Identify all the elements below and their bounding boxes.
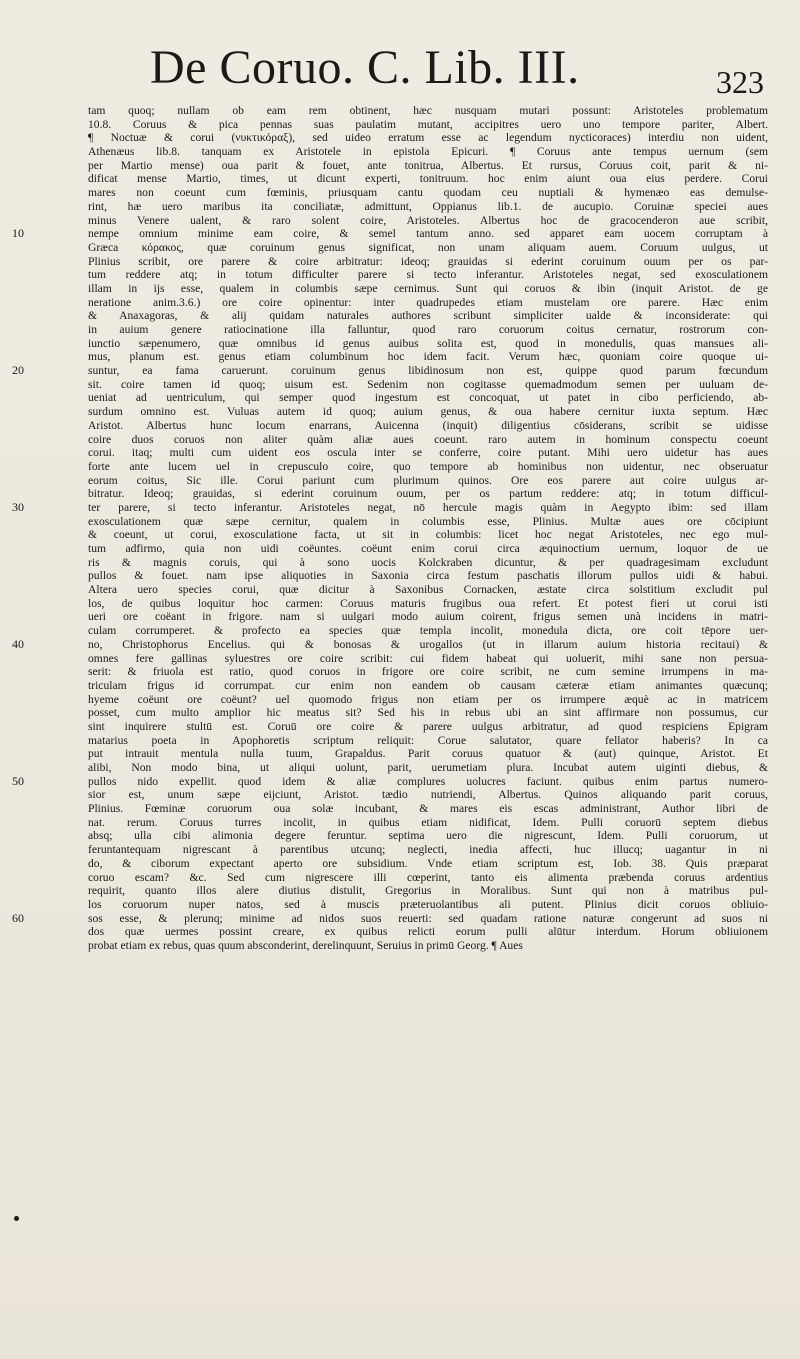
text-line: rint, hæ uero maribus ita conciliatæ, admittunt, Oppianus lib.1. de aucupio. Coruinæ speciei aues xyxy=(88,199,768,213)
page-title: De Coruo. C. Lib. III. xyxy=(150,41,580,94)
line-number: 30 xyxy=(12,500,24,515)
margin-dot-mark xyxy=(14,1216,19,1221)
text-line: in auium genere ratiocinatione illa falluntur, quod raro coruorum coitus cernatur, rostrorum con- xyxy=(88,323,768,336)
text-line: feruntantequam nigrescant à parentibus utcunq; neglecti, inedia affecti, huc illucq; uagantur in ni xyxy=(88,843,768,857)
text-line: pullos & fouet. nam ipse aliquoties in Saxonia circa festum paschatis illorum pullos uidi & habui. xyxy=(88,569,768,583)
text-line: suntur, ea fama caruerunt. coruinum genus libidinosum non est, quippe quod parum fœcundum xyxy=(88,364,768,378)
text-line: alibi, Non modo bina, ut aliqui uolunt, parit, uerumetiam plura. Incubat autem uiginti diebus, & xyxy=(88,761,768,774)
text-line: minus Venere ualent, & raro solent coire, Aristoteles. Albertus hoc de gracocenderon aue scribit, xyxy=(88,213,768,227)
text-line: sos esse, & plerunq; minime ad nidos suos reuerti: sed quadam ratione naturæ congerunt ad suos ni xyxy=(88,911,768,925)
text-line: & Anaxagoras, & alij quidam naturales authores scribunt simpliciter ualde & inconsiderate: qui xyxy=(88,309,768,323)
text-line: eorum coitus, Sic ille. Corui pariunt cum plurimum quinos. Ore eos parere aut coire uulgus ar- xyxy=(88,473,768,487)
text-line: ueri ore coëant in frigore. nam si uulgari modo auium coirent, frigus semen unà incidens in matri- xyxy=(88,610,768,624)
text-line: requirit, quanto illos alere diutius distulit, Gregorius in Moralibus. Sunt qui non à matribus pul- xyxy=(88,884,768,898)
text-line: pullos nido expellit. quod idem & aliæ complures uolucres faciunt. quibus enim partus numero- xyxy=(88,774,768,788)
text-line: los, de quibus loquitur hoc carmen: Coruus maturis frugibus oua refert. Et potest fieri ut corui isti xyxy=(88,596,768,610)
text-line: 10.8. Coruus & pica pennas suas paulatim mutant, accipitres uero uno tempore pariter, Albert. xyxy=(88,117,768,131)
text-line: Athenæus lib.8. tanquam ex Aristotele in epistola Epicuri. ¶ Coruus ante tempus uernum (sem xyxy=(88,145,768,159)
text-line: per Martio mense) oua parit & fouet, ante tonitrua, Albertus. Et rursus, Coruus coit, parit & ni- xyxy=(88,158,768,172)
text-line: absq; ulla cibi alimonia degere feruntur. septima uero die nigrescunt, Idem. Pulli coruorum, ut xyxy=(88,829,768,843)
text-line: matarius poeta in Apophoretis scriptum reliquit: Corue salutator, quare fellator haberis? In ca xyxy=(88,733,768,747)
line-number: 50 xyxy=(12,774,24,789)
text-line: forte ante lucem uel in crepusculo coire, quo tempore ab hominibus non uidentur, nec obseruatur xyxy=(88,459,768,473)
text-line: posset, cum multo amplior hic meatus sit? Sed his in rebus ubi an sint affirmare non possumus, cur xyxy=(88,706,768,720)
text-line: tum adfirmo, quia non uidi coëuntes. coëunt enim corui circa æquinoctium uernum, loquor de ue xyxy=(88,542,768,555)
text-line: illam in ijs esse, qualem in columbis sæpe cernimus. Sunt qui coruos & ibin (inquit Aristot. de ge xyxy=(88,281,768,295)
text-line: dos quæ uermes possint creare, ex quibus relicti eorum pulli alūtur interdum. Horum obliuionem xyxy=(88,925,768,939)
line-number: 20 xyxy=(12,363,24,378)
text-line: sint inquirere stultū est. Coruū ore coire & parere uulgus arbitratur, ad quod respiciens Epigram xyxy=(88,719,768,733)
text-line: mares non coeunt cum fœminis, priusquam cantu quodam ceu nuptiali & hymenæo eas demulse- xyxy=(88,186,768,200)
text-line: nempe omnium minime eam coire, & semel tantum anno. sed apparet eam uocem corruptam à xyxy=(88,227,768,241)
text-line: tam quoq; nullam ob eam rem obtinent, hæc nusquam mutari possunt: Aristoteles problematum xyxy=(88,104,768,117)
text-line: dificat mense Martio, times, ut dicunt experti, tonitruum. hoc enim aiunt oua eius perdere. Corui xyxy=(88,172,768,186)
text-line: ter parere, si tecto inferantur. Aristoteles negat, nō hercule magis quàm in Aegypto ibim: sed illam xyxy=(88,500,768,514)
text-line: surdum omnino est. Vuluas autem id quoq; auium genus, & oua habere cernitur iuxta septum. Hæc xyxy=(88,405,768,419)
text-line: & coeunt, ut corui, exosculatione facta, ut sit in columbis: licet hoc negat Aristoteles, nec ego mul- xyxy=(88,528,768,542)
text-line: culam corrumperet. & profecto ea species quæ templa incolit, monedula dicta, ore coit tēpore uer- xyxy=(88,624,768,638)
text-line: probat etiam ex rebus, quas quum absconderint, derelinquunt, Seruius in primū Georg. ¶ Aues xyxy=(88,938,523,952)
text-line: mus, planum est. genus etiam columbinum hoc idem facit. Verum hæc, quoniam coire quoque ui- xyxy=(88,350,768,364)
text-line: ueniat ad uentriculum, qui semper quod ingestum est concoquat, ut patet in cibo perficiendo, ab- xyxy=(88,391,768,405)
line-number: 40 xyxy=(12,637,24,652)
text-line: ¶ Noctuæ & corui (νυκτικόραξ), sed uideo erratum esse ac legendum nycticoraces) interdiu non uident, xyxy=(88,131,768,145)
text-line: do, & ciborum expectant aperto ore subsidium. Vnde etiam scriptum est, Iob. 38. Quis præparat xyxy=(88,856,768,870)
text-line: exosculationem quæ sæpe cernitur, qualem in columbis esse, Plinius. Multæ aues ore cōcipiunt xyxy=(88,514,768,528)
text-line: corui. itaq; multi cum uident eos oscula inter se conferre, coire putant. Mihi uero uidetur has aues xyxy=(88,446,768,460)
text-line: hyeme coëunt ore coëunt? uel quomodo frigus non etiam per os irrumpere æquè ac in matricem xyxy=(88,692,768,706)
text-line: put intrauit mentula nulla tuum, Grapaldus. Parit coruus quatuor & (aut) quinque, Aristot. Et xyxy=(88,747,768,761)
body-text xyxy=(88,104,768,953)
text-line: nat. rerum. Coruus turres incolit, in quibus etiam nidificat, Idem. Pulli coruorū septem diebus xyxy=(88,815,768,829)
text-line: iunctio sæpenumero, quæ omnibus id genus auibus solita est, quod in monedulis, quas mansues ali- xyxy=(88,336,768,350)
text-line: Aristot. Albertus hunc locum enarrans, Auicenna (inquit) diligentius cōsiderans, scribit se uidisse xyxy=(88,418,768,432)
text-line: tum reddere atq; in totum difficulter parere si tecto inferantur. Aristoteles negat, sed exosculationem xyxy=(88,268,768,282)
running-head xyxy=(150,41,710,94)
text-line: Græca κόρακος, quæ coruinum genus significat, non unam aliquam auem. Coruum uulgus, ut xyxy=(88,240,768,254)
text-line: bitratur. Ideoq; grauidas, si ederint coruinum ouum, per os partum reddere: atq; in totum difficul- xyxy=(88,487,768,501)
text-line: no, Christophorus Encelius. qui & bonosas & urogallos (ut in illarum auium historia recitaui) & xyxy=(88,637,768,651)
text-line: triculam frigus id corrumpat. cur enim non eandem ob causam cæteræ etiam animantes quæcunq; xyxy=(88,678,768,692)
text-line: sit. coire tamen id quoq; uisum est. Sedenim non cogitasse quemadmodum semen per uuluam de- xyxy=(88,377,768,391)
text-line: serit: & friuola est ratio, quod coruos in frigore ore coire scribit, ne cum semine irrumpens in ma- xyxy=(88,665,768,679)
text-line: Altera uero species corui, quæ dicitur à Saxonibus Cornacken, æstate circa solstitium excludit pul xyxy=(88,583,768,597)
line-number: 60 xyxy=(12,911,24,926)
text-line: neratione anim.3.6.) ore coire opinentur: inter quadrupedes etiam mustelam ore parere. Hæc enim xyxy=(88,295,768,309)
text-line: los coruorum nuper natos, sed à muscis præteruolantibus ali putent. Plinius dicit coruos obliuio- xyxy=(88,897,768,911)
line-number: 10 xyxy=(12,226,24,241)
text-line: coire duos coruos non aliter quàm aliæ aues coeunt. raro autem in hominum conspectu coeunt xyxy=(88,432,768,446)
page-number: 323 xyxy=(716,64,764,100)
text-line: coruo escam? &c. Sed cum nigrescere illi cœperint, tanto eis alimenta præbenda coruus ardentius xyxy=(88,870,768,884)
text-line: ris & magnis coruis, qui à sono uocis Kolckraben dicuntur, & per quadragesimam excludunt xyxy=(88,555,768,569)
text-line: Plinius. Fœminæ coruorum oua solæ incubant, & mares eis escas administrant, Author libri de xyxy=(88,802,768,816)
text-line: Plinius scribit, ore parere & coire arbitratur: ideoq; grauidas si ederint coruinum ouum per os par- xyxy=(88,254,768,268)
text-line: sior est, unum sæpe eijciunt, Aristot. tædio nutriendi, Albertus. Quinos aliquando parit coruus, xyxy=(88,788,768,802)
text-line: omnes fere gallinas syluestres ore coire scribit: cui fidem habeat qui uoluerit, mihi sane non persua- xyxy=(88,651,768,665)
